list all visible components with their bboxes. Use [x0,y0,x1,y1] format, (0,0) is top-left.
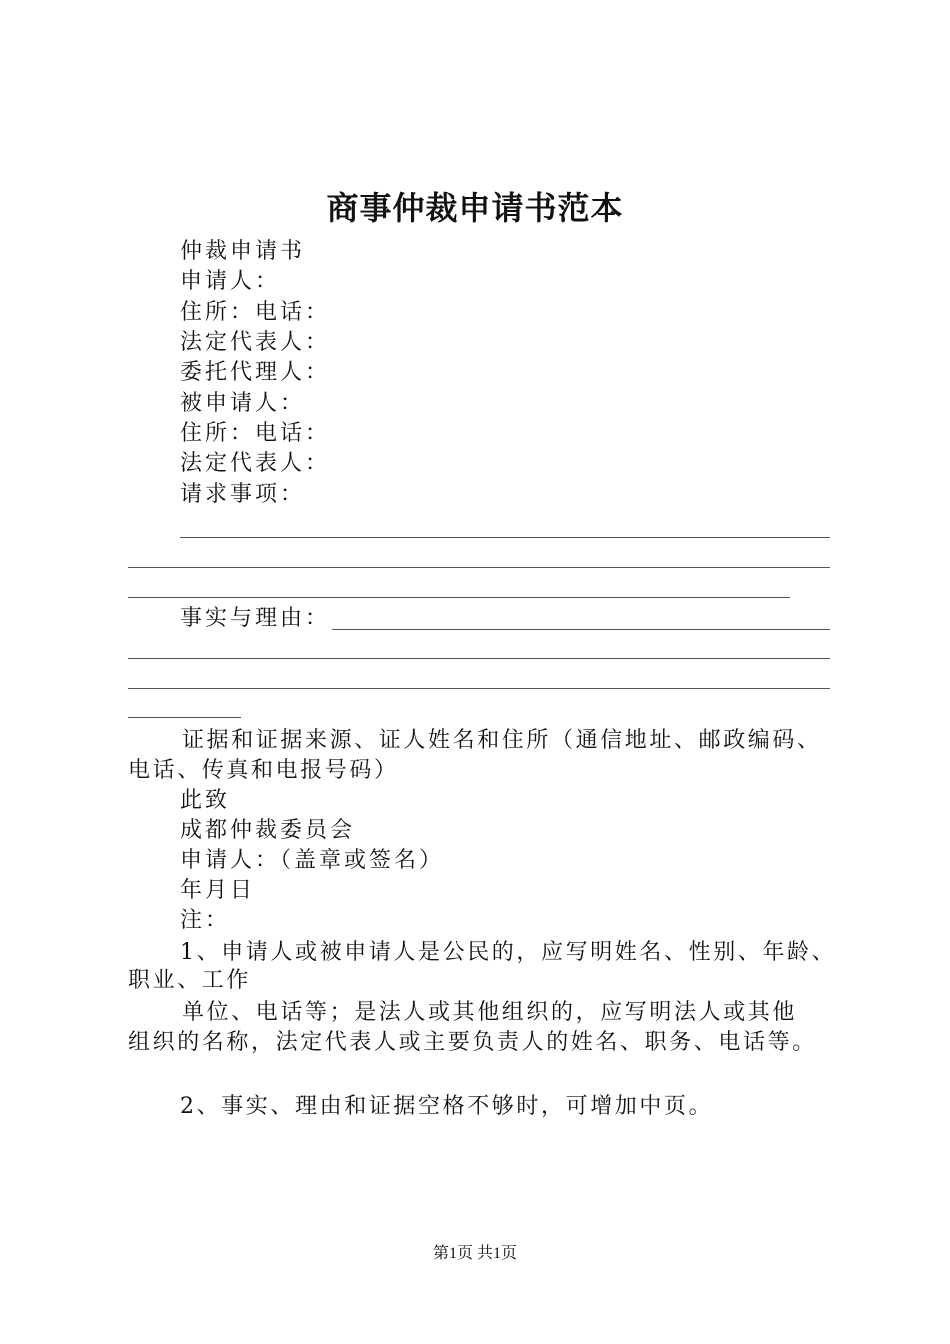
facts-blank-line [128,717,241,718]
note-label: 注： [180,908,231,933]
document-title: 商事仲裁申请书范本 [326,189,624,227]
note-text: 组织的名称，法定代表人或主要负责人的姓名、职务、电话等。 [128,1030,817,1055]
applicant-legal-rep-label: 法定代表人： [180,330,331,355]
evidence-text: 电话、传真和电报号码） [128,758,399,783]
respondent-legal-rep-label: 法定代表人： [180,451,331,476]
note-text: 1、申请人或被申请人是公民的，应写明姓名、性别、年龄、 [180,940,837,965]
respondent-label: 被申请人： [180,391,306,416]
agent-label: 委托代理人： [180,360,331,385]
claims-blank-line [128,597,790,598]
facts-blank-line [332,629,830,630]
respondent-address-phone-label: 住所：电话： [180,421,331,446]
facts-reasons-label: 事实与理由： [180,606,331,631]
claims-blank-line [180,537,830,538]
note-text: 单位、电话等；是法人或其他组织的，应写明法人或其他 [182,1000,798,1025]
note-text: 职业、工作 [128,968,252,993]
facts-blank-line [128,658,830,659]
evidence-text: 证据和证据来源、证人姓名和住所（通信地址、邮政编码、 [182,728,822,753]
claims-blank-line [128,567,830,568]
note-text: 2、事实、理由和证据空格不够时，可增加中页。 [180,1094,714,1119]
facts-blank-line [128,688,830,689]
signature-label: 申请人：（盖章或签名） [180,848,445,873]
page-footer: 第1页 共1页 [432,1245,517,1262]
applicant-label: 申请人： [180,269,281,294]
salutation: 此致 [180,788,231,813]
recipient: 成都仲裁委员会 [180,818,356,843]
applicant-address-phone-label: 住所：电话： [180,300,331,325]
claims-label: 请求事项： [180,482,306,507]
form-heading: 仲裁申请书 [180,239,306,264]
date-label: 年月日 [180,878,256,903]
